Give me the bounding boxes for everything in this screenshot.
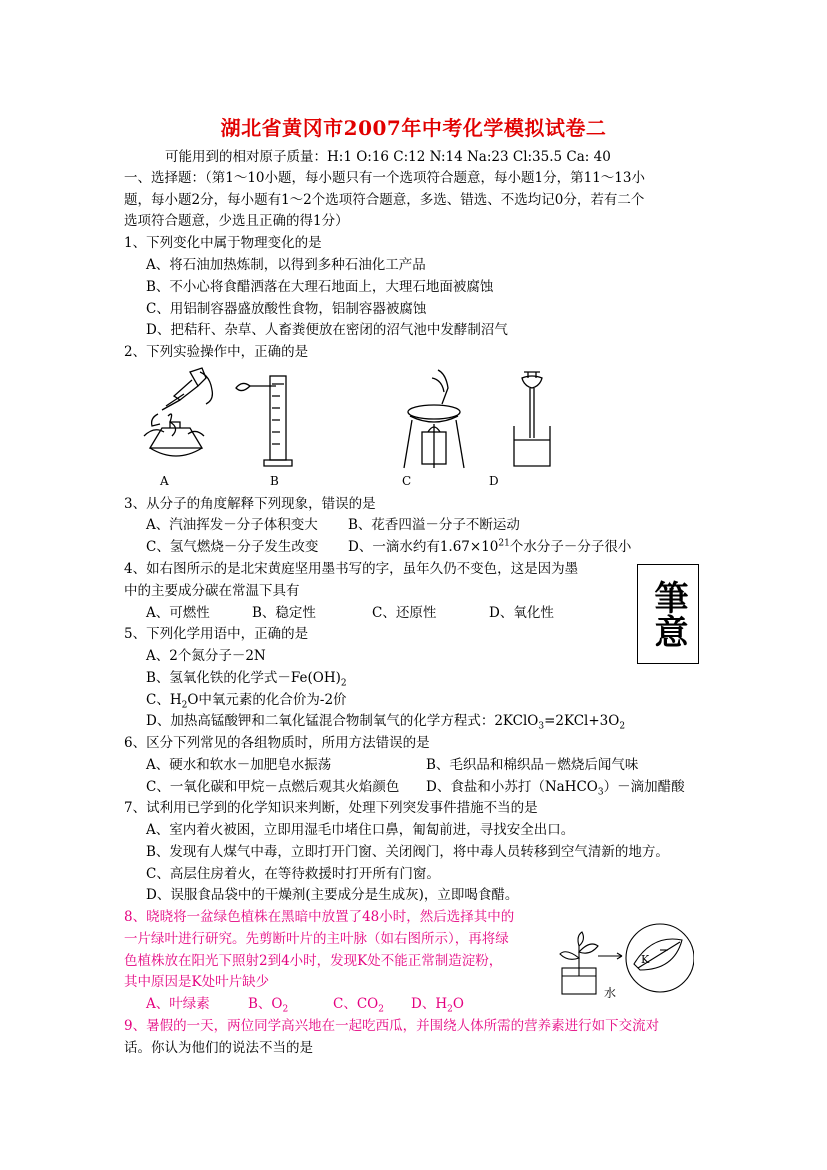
q8-option-a: A、叶绿素 bbox=[146, 996, 210, 1012]
q3-option-b: B、花香四溢－分子不断运动 bbox=[348, 517, 520, 533]
q5-option-d: D、加热高锰酸钾和二氧化锰混合物制氧气的化学方程式：$2KClO_3=2KCl+3O_2$ bbox=[146, 713, 626, 732]
q5-stem: 5、下列化学用语中，正确的是 bbox=[124, 626, 309, 642]
q8-stem-line-3: 色植株放在阳光下照射2到4小时，发现K处不能正常制造淀粉， bbox=[124, 953, 503, 969]
q8-option-d: D、$H_2O$ bbox=[411, 996, 464, 1015]
q6-option-c: C、一氧化碳和甲烷－点燃后观其火焰颜色 bbox=[146, 779, 400, 795]
leaf-k-label: K bbox=[641, 953, 650, 966]
graduated-cylinder-figure bbox=[232, 374, 302, 474]
q4-option-a: A、可燃性 bbox=[146, 605, 210, 621]
fig-label-c: C bbox=[402, 474, 412, 488]
q3-option-c: C、氢气燃烧－分子发生改变 bbox=[146, 539, 319, 555]
q4-option-c: C、还原性 bbox=[372, 605, 437, 621]
page-title: 湖北省黄冈市2007年中考化学模拟试卷二 bbox=[220, 116, 607, 140]
q7-option-c: C、高层住房着火，在等待救援时打开所有门窗。 bbox=[146, 866, 440, 882]
q7-stem: 7、试利用已学到的化学知识来判断，处理下列突发事件措施不当的是 bbox=[124, 800, 538, 816]
fig-label-d: D bbox=[489, 474, 499, 488]
q1-option-c: C、用铝制容器盛放酸性食物，铝制容器被腐蚀 bbox=[146, 301, 427, 317]
water-label: 水 bbox=[604, 986, 617, 1000]
evaporating-dish-figure bbox=[402, 368, 470, 472]
q8-stem-line-1: 8、晓晓将一盆绿色植株在黑暗中放置了48小时，然后选择其中的 bbox=[124, 909, 515, 925]
q9-stem-line-1: 9、暑假的一天，两位同学高兴地在一起吃西瓜，并围绕人体所需的营养素进行如下交流对 bbox=[124, 1018, 660, 1034]
q8-option-b: B、$O_2$ bbox=[248, 996, 289, 1015]
section-heading-line-2: 题，每小题2分，每小题有1～2个选项符合题意，多选、错选、不选均记0分，若有二个 bbox=[124, 192, 645, 208]
calligraphy-image: 筆意 bbox=[637, 564, 699, 664]
lamp-lighting-figure bbox=[140, 366, 230, 470]
q3-option-d: D、一滴水约有$1.67\times 10^{21}$个水分子－分子很小 bbox=[348, 538, 632, 555]
q5-option-c: C、$H_2O$中氧元素的化合价为-2价 bbox=[146, 692, 347, 711]
q1-stem: 1、下列变化中属于物理变化的是 bbox=[124, 235, 322, 251]
q4-stem-line-2: 中的主要成分碳在常温下具有 bbox=[124, 583, 300, 599]
q9-stem-line-2: 话。你认为他们的说法不当的是 bbox=[124, 1040, 313, 1056]
q7-option-d: D、误服食品袋中的干燥剂(主要成分是生成灰)，立即喝食醋。 bbox=[146, 887, 519, 903]
q5-option-a: A、2个氮分子－2N bbox=[146, 648, 266, 664]
q1-option-a: A、将石油加热炼制，以得到多种石油化工产品 bbox=[146, 257, 426, 273]
q7-option-a: A、室内着火被困，立即用湿毛巾堵住口鼻，匍匐前进，寻找安全出口。 bbox=[146, 822, 575, 838]
fig-label-b: B bbox=[270, 474, 279, 488]
q1-option-d: D、把秸秆、杂草、人畜粪便放在密闭的沼气池中发酵制沼气 bbox=[146, 322, 508, 338]
q4-stem-line-1: 4、如右图所示的是北宋黄庭坚用墨书写的字，虽年久仍不变色，这是因为墨 bbox=[124, 561, 579, 577]
q7-option-b: B、发现有人煤气中毒，立即打开门窗、关闭阀门，将中毒人员转移到空气清新的地方。 bbox=[146, 844, 669, 860]
q6-option-b: B、毛织品和棉织品－燃烧后闻气味 bbox=[426, 757, 639, 773]
atomic-masses: 可能用到的相对原子质量：H:1 O:16 C:12 N:14 Na:23 Cl:35.5 Ca: 40 bbox=[165, 149, 611, 165]
q6-option-d: D、食盐和小苏打（NaHCO$_3$）－滴加醋酸 bbox=[426, 779, 685, 798]
q4-option-b: B、稳定性 bbox=[252, 605, 316, 621]
q8-stem-line-2: 一片绿叶进行研究。先剪断叶片的主叶脉（如右图所示），再将绿 bbox=[124, 931, 509, 947]
q6-stem: 6、区分下列常见的各组物质时，所用方法错误的是 bbox=[124, 735, 430, 751]
fig-label-a: A bbox=[160, 474, 169, 488]
q5-option-b: B、氢氧化铁的化学式$-Fe(OH)_2$ bbox=[146, 670, 347, 689]
q8-option-c: C、$CO_2$ bbox=[333, 996, 384, 1015]
dropper-beaker-figure bbox=[506, 368, 556, 474]
q1-option-b: B、不小心将食醋洒落在大理石地面上，大理石地面被腐蚀 bbox=[146, 279, 494, 295]
section-heading-line-3: 选项符合题意，少选且正确的得1分） bbox=[124, 213, 349, 229]
q2-stem: 2、下列实验操作中，正确的是 bbox=[124, 344, 309, 360]
q3-stem: 3、从分子的角度解释下列现象，错误的是 bbox=[124, 496, 376, 512]
leaf-experiment-figure bbox=[556, 918, 694, 998]
q3-option-a: A、汽油挥发－分子体积变大 bbox=[146, 517, 318, 533]
section-heading-line-1: 一、选择题：（第1～10小题，每小题只有一个选项符合题意，每小题1分，第11～13小 bbox=[124, 170, 645, 186]
q6-option-a: A、硬水和软水－加肥皂水振荡 bbox=[146, 757, 332, 773]
q4-option-d: D、氧化性 bbox=[489, 605, 554, 621]
q8-stem-line-4: 其中原因是K处叶片缺少 bbox=[124, 974, 270, 990]
